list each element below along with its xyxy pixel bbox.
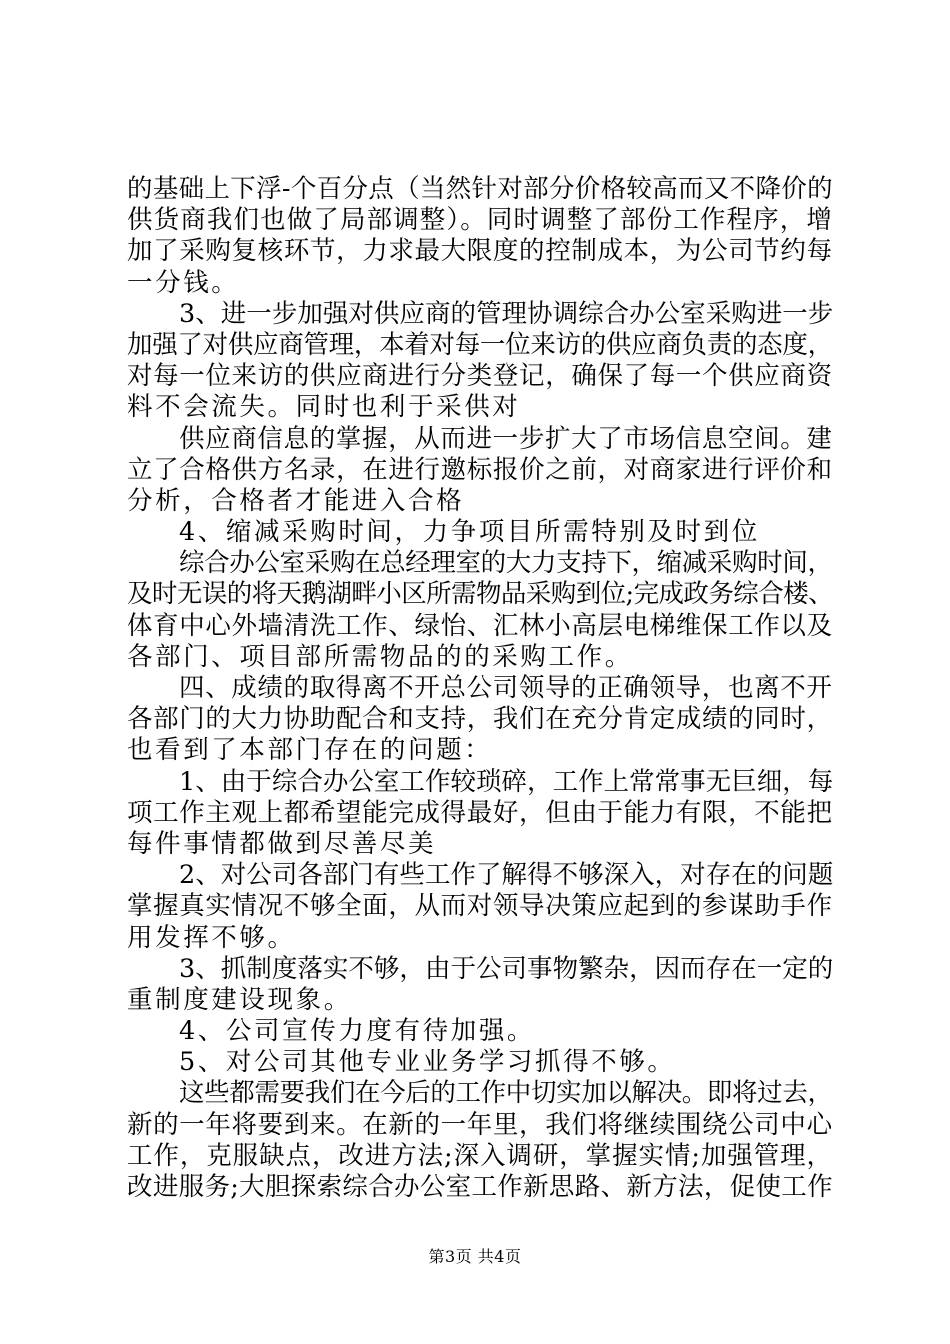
text-line: 工作，克服缺点，改进方法;深入调研，掌握实情;加强管理， xyxy=(127,1140,833,1171)
body-text xyxy=(127,174,833,1203)
text-line: 加了采购复核环节，力求最大限度的控制成本，为公司节约每 xyxy=(127,236,833,267)
text-line: 料不会流失。同时也利于采供对 xyxy=(127,392,521,423)
text-line: 各部门的大力协助配合和支持，我们在充分肯定成绩的同时， xyxy=(127,704,833,735)
text-line: 的基础上下浮-个百分点（当然针对部分价格较高而又不降价的 xyxy=(127,174,833,204)
text-line: 项工作主观上都希望能完成得最好，但由于能力有限，不能把 xyxy=(127,797,833,828)
text-line: 体育中心外墙清洗工作、绿怡、汇林小高层电梯维保工作以及 xyxy=(127,610,833,641)
text-line: 新的一年将要到来。在新的一年里，我们将继续围绕公司中心 xyxy=(127,1109,833,1140)
text-line: 各部门、项目部所需物品的的采购工作。 xyxy=(127,641,633,672)
text-line: 四、成绩的取得离不开总公司领导的正确领导，也离不开 xyxy=(179,673,833,703)
text-line: 分析，合格者才能进入合格 xyxy=(127,485,465,516)
page-footer: 第3页 共4页 xyxy=(428,1247,522,1266)
text-line: 立了合格供方名录，在进行邀标报价之前，对商家进行评价和 xyxy=(127,454,833,485)
text-line: 供应商信息的掌握，从而进一步扩大了市场信息空间。建 xyxy=(179,423,833,454)
text-line: 掌握真实情况不够全面，从而对领导决策应起到的参谋助手作 xyxy=(127,891,833,922)
text-line: 一分钱。 xyxy=(127,267,240,298)
text-line: 4、公司宣传力度有待加强。 xyxy=(179,1016,536,1047)
text-line: 及时无误的将天鹅湖畔小区所需物品采购到位;完成政务综合楼、 xyxy=(127,579,833,610)
text-line: 2、对公司各部门有些工作了解得不够深入，对存在的问题 xyxy=(179,860,834,891)
text-line: 也看到了本部门存在的问题： xyxy=(127,735,493,766)
text-line: 3、抓制度落实不够，由于公司事物繁杂，因而存在一定的 xyxy=(179,953,834,984)
text-line: 对每一位来访的供应商进行分类登记，确保了每一个供应商资 xyxy=(127,361,833,392)
text-line: 每件事情都做到尽善尽美 xyxy=(127,828,437,859)
text-line: 5、对公司其他专业业务学习抓得不够。 xyxy=(179,1047,676,1078)
text-line: 1、由于综合办公室工作较琐碎，工作上常常事无巨细，每 xyxy=(179,766,834,797)
text-line: 改进服务;大胆探索综合办公室工作新思路、新方法，促使工作 xyxy=(127,1172,833,1202)
text-line: 3、进一步加强对供应商的管理协调综合办公室采购进一步 xyxy=(179,298,834,329)
text-line: 加强了对供应商管理，本着对每一位来访的供应商负责的态度， xyxy=(127,329,833,360)
text-line: 这些都需要我们在今后的工作中切实加以解决。即将过去， xyxy=(179,1078,833,1109)
text-line: 供货商我们也做了局部调整）。同时调整了部份工作程序，增 xyxy=(127,205,833,236)
text-line: 用发挥不够。 xyxy=(127,922,296,953)
text-line: 4、缩减采购时间，力争项目所需特别及时到位 xyxy=(179,517,760,548)
text-line: 重制度建设现象。 xyxy=(127,984,352,1015)
text-line: 综合办公室采购在总经理室的大力支持下，缩减采购时间， xyxy=(179,548,833,579)
